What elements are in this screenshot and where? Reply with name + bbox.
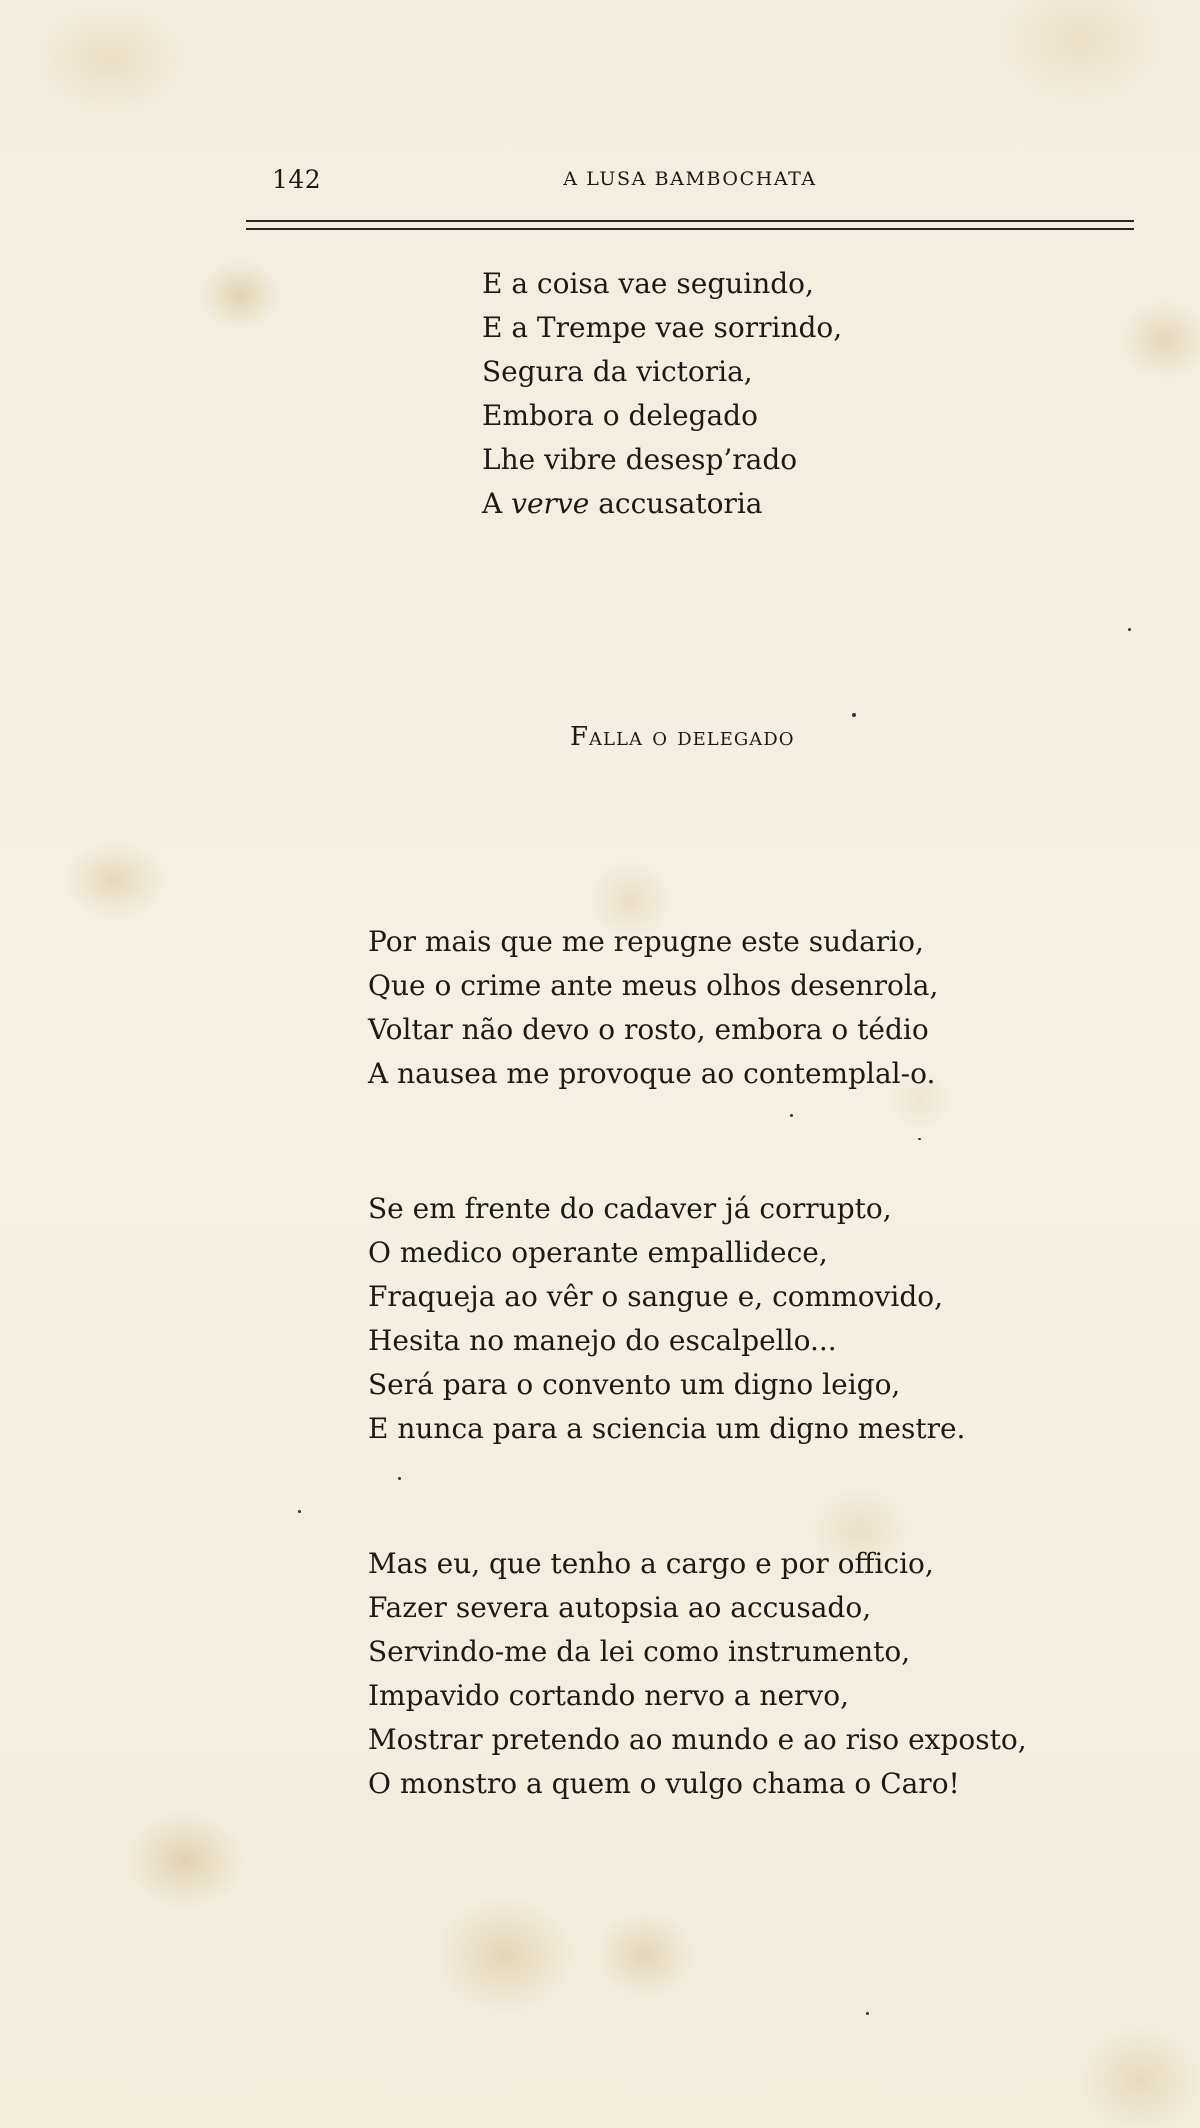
verse-line: Lhe vibre desesp’rado <box>482 443 798 476</box>
paper-speck <box>1128 628 1131 631</box>
verse-line: O monstro a quem o vulgo chama o Caro! <box>368 1767 960 1800</box>
verse-line: Embora o delegado <box>482 399 758 432</box>
paper-speck <box>790 1114 793 1117</box>
running-title: A LUSA BAMBOCHATA <box>563 168 817 190</box>
verse-line: Hesita no manejo do escalpello... <box>368 1324 837 1357</box>
section-heading: Falla o delegado <box>570 722 795 752</box>
stanza-2 <box>368 920 938 1096</box>
verse-line-prefix: A <box>482 487 512 520</box>
verse-line: O medico operante empallidece, <box>368 1236 828 1269</box>
paper-speck <box>298 1510 301 1513</box>
verse-line: E a Trempe vae sorrindo, <box>482 311 843 344</box>
verse-line: Fazer severa autopsia ao accusado, <box>368 1591 872 1624</box>
running-header <box>246 165 1134 197</box>
verse-line <box>482 482 842 526</box>
verse-line: Impavido cortando nervo a nervo, <box>368 1679 849 1712</box>
stanza-4 <box>368 1542 1027 1806</box>
verse-line: Voltar não devo o rosto, embora o tédio <box>368 1013 929 1046</box>
italic-word: verve <box>511 487 590 520</box>
verse-line: Por mais que me repugne este sudario, <box>368 925 924 958</box>
verse-line: Mostrar pretendo ao mundo e ao riso exposto, <box>368 1723 1027 1756</box>
paper-speck <box>866 2012 869 2015</box>
stanza-1 <box>482 262 842 526</box>
verse-line: Será para o convento um digno leigo, <box>368 1368 901 1401</box>
verse-line: Mas eu, que tenho a cargo e por officio, <box>368 1547 934 1580</box>
paper-speck <box>918 1138 921 1140</box>
verse-line: E a coisa vae seguindo, <box>482 267 814 300</box>
verse-line: Fraqueja ao vêr o sangue e, commovido, <box>368 1280 944 1313</box>
page-number: 142 <box>272 165 322 194</box>
verse-line: Segura da victoria, <box>482 355 753 388</box>
verse-line: Se em frente do cadaver já corrupto, <box>368 1192 892 1225</box>
verse-line: Que o crime ante meus olhos desenrola, <box>368 969 939 1002</box>
header-double-rule <box>246 220 1134 230</box>
verse-line-suffix: accusatoria <box>589 487 763 520</box>
verse-line: Servindo-me da lei como instrumento, <box>368 1635 911 1668</box>
paper-speck <box>852 713 856 717</box>
verse-line: A nausea me provoque ao contemplal-o. <box>368 1057 936 1090</box>
verse-line: E nunca para a sciencia um digno mestre. <box>368 1412 966 1445</box>
stanza-3 <box>368 1187 965 1451</box>
paper-speck <box>398 1477 401 1480</box>
